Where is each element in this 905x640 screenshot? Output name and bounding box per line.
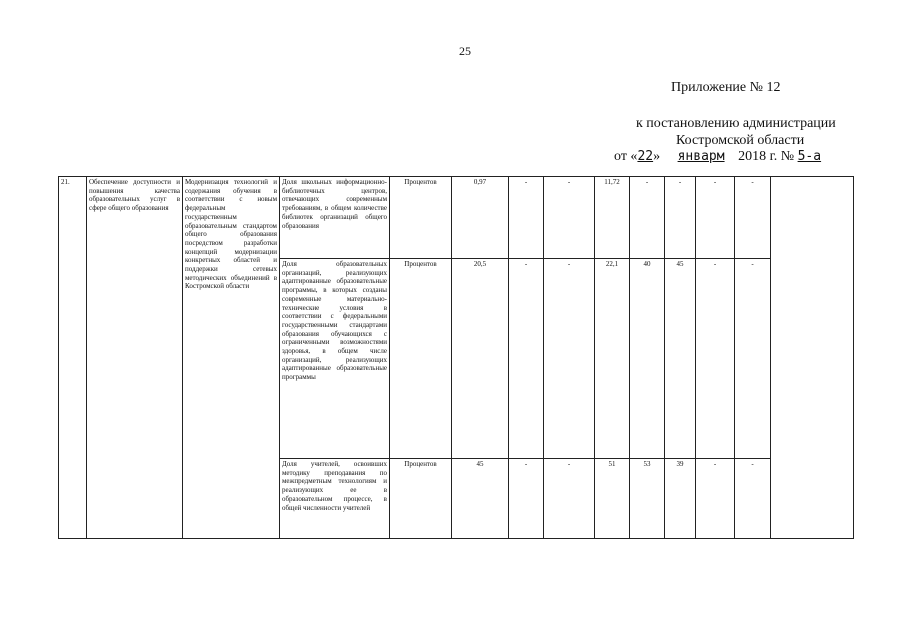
table-row — [59, 177, 854, 259]
date-day: 22 — [637, 149, 654, 164]
value-cell: - — [509, 177, 544, 259]
value-cell: - — [696, 259, 735, 459]
indicators-table — [58, 176, 854, 539]
indicator-name-cell: Доля школьных информационно-библиотечных центров, отвечающих современным требованиям, в общем количестве библиотек организаций общего образования — [280, 177, 390, 259]
value-cell: 20,5 — [452, 259, 509, 459]
date-month: январм — [677, 149, 725, 164]
value-cell: - — [665, 177, 696, 259]
value-cell: 0,97 — [452, 177, 509, 259]
value-cell: 45 — [452, 459, 509, 539]
resolution-line-2: Костромской области — [676, 133, 805, 148]
value-cell: 40 — [630, 259, 665, 459]
empty-cell — [771, 177, 854, 539]
value-cell: - — [544, 459, 595, 539]
unit-cell: Процентов — [390, 459, 452, 539]
value-cell: - — [544, 259, 595, 459]
date-year: 2018 г. № — [738, 149, 795, 164]
value-cell: 22,1 — [595, 259, 630, 459]
resolution-date-line — [614, 149, 821, 165]
date-prefix: от « — [614, 149, 638, 164]
value-cell: - — [630, 177, 665, 259]
goal-cell: Обеспечение доступности и повышения качества образовательных услуг в сфере общего образования — [87, 177, 183, 539]
indicator-name-cell: Доля учителей, освоивших методику преподавания по межпредметным технологиям и реализующих ее в образовательном процессе, в общей численности учителей — [280, 459, 390, 539]
value-cell: - — [735, 177, 771, 259]
resolution-line-1: к постановлению администрации — [636, 116, 836, 131]
indicator-name-cell: Доля образовательных организаций, реализующих адаптированные образовательные программы, в которых созданы современные материально-технические условия в соответствии с федеральными государственными стандартами образования обучающихся с ограниченными возможностями здоровья, в общем числе организаций, реализующих адаптированные образовательные программы — [280, 259, 390, 459]
date-mid: » — [653, 149, 661, 164]
unit-cell: Процентов — [390, 259, 452, 459]
value-cell: - — [735, 259, 771, 459]
value-cell: - — [735, 459, 771, 539]
value-cell: - — [509, 259, 544, 459]
value-cell: - — [544, 177, 595, 259]
value-cell: 53 — [630, 459, 665, 539]
value-cell: - — [696, 459, 735, 539]
date-number: 5-а — [797, 149, 822, 164]
task-cell: Модернизация технологий и содержания обучения в соответствии с новым федеральным государственным образовательным стандартом общего образования посредством разработки концепций модернизации конкретных областей и поддержки сетевых методических объединений в Костромской области — [183, 177, 280, 539]
appendix-title: Приложение № 12 — [671, 80, 781, 95]
value-cell: - — [696, 177, 735, 259]
value-cell: 39 — [665, 459, 696, 539]
value-cell: - — [509, 459, 544, 539]
value-cell: 51 — [595, 459, 630, 539]
unit-cell: Процентов — [390, 177, 452, 259]
value-cell: 45 — [665, 259, 696, 459]
row-number-cell: 21. — [59, 177, 87, 539]
page-number: 25 — [459, 44, 471, 58]
value-cell: 11,72 — [595, 177, 630, 259]
